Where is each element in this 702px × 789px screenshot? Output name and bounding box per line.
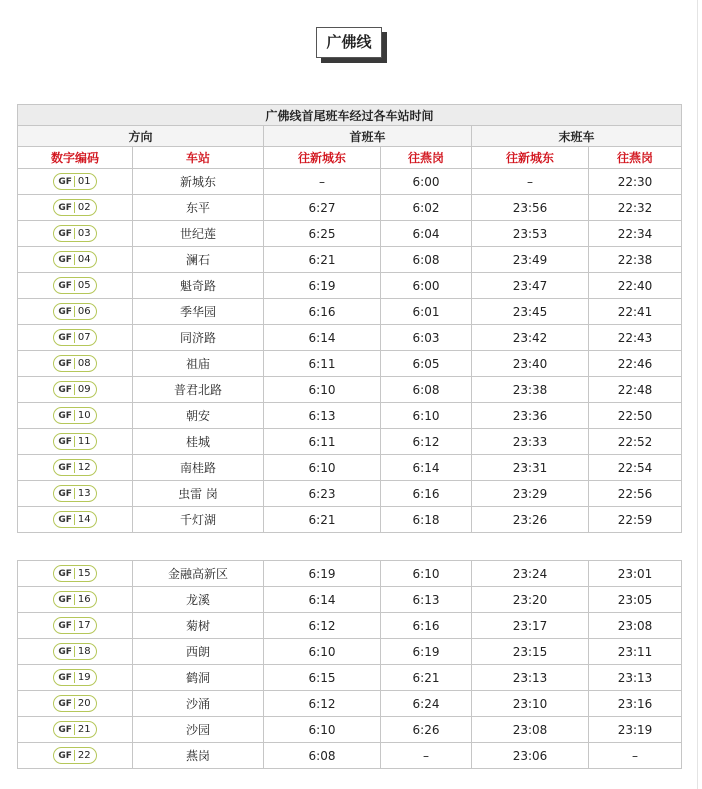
last-to-yangang-time: 22:38 xyxy=(589,247,682,273)
first-to-xinchengdong-time: 6:19 xyxy=(264,561,381,587)
line-code: GF xyxy=(58,724,72,735)
station-name: 鹤洞 xyxy=(133,665,264,691)
station-number: 13 xyxy=(74,488,93,499)
first-to-xinchengdong-time: 6:25 xyxy=(264,221,381,247)
station-number: 10 xyxy=(74,410,93,421)
station-code-badge xyxy=(53,251,96,268)
station-row xyxy=(18,717,682,743)
station-row xyxy=(18,507,682,533)
station-code-badge xyxy=(53,407,96,424)
station-row xyxy=(18,481,682,507)
last-to-xinchengdong-time: 23:45 xyxy=(472,299,589,325)
first-to-yangang-time: 6:04 xyxy=(381,221,472,247)
station-name: 菊树 xyxy=(133,613,264,639)
station-number: 05 xyxy=(74,280,93,291)
station-name: 金融高新区 xyxy=(133,561,264,587)
station-number: 16 xyxy=(74,594,93,605)
station-code-cell xyxy=(18,273,133,299)
first-to-xinchengdong-time: 6:12 xyxy=(264,691,381,717)
last-to-yangang-time: 22:30 xyxy=(589,169,682,195)
station-name: 澜石 xyxy=(133,247,264,273)
station-code-cell xyxy=(18,587,133,613)
line-code: GF xyxy=(58,228,72,239)
station-code-badge xyxy=(53,721,96,738)
first-to-yangang-time: 6:16 xyxy=(381,481,472,507)
first-to-xinchengdong-header: 往新城东 xyxy=(264,147,381,169)
first-to-xinchengdong-time: 6:14 xyxy=(264,587,381,613)
station-row xyxy=(18,351,682,377)
station-code-badge xyxy=(53,277,96,294)
first-to-xinchengdong-time: 6:14 xyxy=(264,325,381,351)
first-to-xinchengdong-time: 6:10 xyxy=(264,455,381,481)
first-to-xinchengdong-time: 6:23 xyxy=(264,481,381,507)
station-code-badge xyxy=(53,355,96,372)
station-code-cell xyxy=(18,169,133,195)
last-to-yangang-time: 23:01 xyxy=(589,561,682,587)
first-to-yangang-time: 6:14 xyxy=(381,455,472,481)
station-code-badge xyxy=(53,747,96,764)
station-code-cell xyxy=(18,665,133,691)
timetable-title: 广佛线首尾班车经过各车站时间 xyxy=(18,105,682,126)
first-to-yangang-time: 6:12 xyxy=(381,429,472,455)
page-right-border xyxy=(697,0,698,789)
last-to-xinchengdong-time: 23:13 xyxy=(472,665,589,691)
station-number: 22 xyxy=(74,750,93,761)
first-to-xinchengdong-time: 6:12 xyxy=(264,613,381,639)
station-code-cell xyxy=(18,561,133,587)
last-to-xinchengdong-time: 23:17 xyxy=(472,613,589,639)
station-name: 东平 xyxy=(133,195,264,221)
station-row xyxy=(18,743,682,769)
last-to-xinchengdong-time: 23:20 xyxy=(472,587,589,613)
last-to-xinchengdong-time: 23:38 xyxy=(472,377,589,403)
line-code: GF xyxy=(58,280,72,291)
station-row xyxy=(18,665,682,691)
station-row xyxy=(18,195,682,221)
first-to-xinchengdong-time: – xyxy=(264,169,381,195)
station-number: 18 xyxy=(74,646,93,657)
station-number: 12 xyxy=(74,462,93,473)
line-code: GF xyxy=(58,646,72,657)
last-to-yangang-time: 23:05 xyxy=(589,587,682,613)
last-to-yangang-time: 22:34 xyxy=(589,221,682,247)
station-number: 02 xyxy=(74,202,93,213)
last-to-yangang-time: 22:32 xyxy=(589,195,682,221)
station-code-badge xyxy=(53,511,96,528)
station-name: 燕岗 xyxy=(133,743,264,769)
first-to-yangang-time: 6:10 xyxy=(381,561,472,587)
first-to-xinchengdong-time: 6:19 xyxy=(264,273,381,299)
station-number: 06 xyxy=(74,306,93,317)
line-code: GF xyxy=(58,620,72,631)
last-to-xinchengdong-time: 23:47 xyxy=(472,273,589,299)
first-to-yangang-time: 6:19 xyxy=(381,639,472,665)
line-code: GF xyxy=(58,176,72,187)
station-name: 普君北路 xyxy=(133,377,264,403)
first-to-yangang-time: 6:05 xyxy=(381,351,472,377)
last-to-yangang-time: 23:11 xyxy=(589,639,682,665)
direction-header: 方向 xyxy=(18,126,264,147)
station-code-badge xyxy=(53,669,96,686)
first-to-yangang-header: 往燕岗 xyxy=(381,147,472,169)
line-code: GF xyxy=(58,594,72,605)
first-to-yangang-time: 6:03 xyxy=(381,325,472,351)
station-code-badge xyxy=(53,225,96,242)
station-name: 桂城 xyxy=(133,429,264,455)
last-to-xinchengdong-time: 23:42 xyxy=(472,325,589,351)
station-code-cell xyxy=(18,639,133,665)
line-code: GF xyxy=(58,488,72,499)
last-to-yangang-time: 22:54 xyxy=(589,455,682,481)
station-row xyxy=(18,169,682,195)
station-code-cell xyxy=(18,195,133,221)
station-number: 17 xyxy=(74,620,93,631)
station-code-badge xyxy=(53,617,96,634)
station-code-badge xyxy=(53,565,96,582)
station-name: 祖庙 xyxy=(133,351,264,377)
station-code-badge xyxy=(53,695,96,712)
station-name: 西朗 xyxy=(133,639,264,665)
station-row xyxy=(18,377,682,403)
station-code-badge xyxy=(53,643,96,660)
station-name: 沙园 xyxy=(133,717,264,743)
station-row xyxy=(18,561,682,587)
first-to-yangang-time: 6:08 xyxy=(381,247,472,273)
first-to-xinchengdong-time: 6:08 xyxy=(264,743,381,769)
last-to-xinchengdong-time: 23:24 xyxy=(472,561,589,587)
first-to-yangang-time: 6:02 xyxy=(381,195,472,221)
line-code: GF xyxy=(58,332,72,343)
first-to-yangang-time: 6:08 xyxy=(381,377,472,403)
station-code-cell xyxy=(18,507,133,533)
first-to-yangang-time: 6:01 xyxy=(381,299,472,325)
first-to-yangang-time: 6:18 xyxy=(381,507,472,533)
code-column-header: 数字编码 xyxy=(18,147,133,169)
station-code-badge xyxy=(53,173,96,190)
station-number: 01 xyxy=(74,176,93,187)
station-name: 千灯湖 xyxy=(133,507,264,533)
station-row xyxy=(18,325,682,351)
line-code: GF xyxy=(58,672,72,683)
first-to-xinchengdong-time: 6:21 xyxy=(264,247,381,273)
station-row xyxy=(18,221,682,247)
station-name: 同济路 xyxy=(133,325,264,351)
last-to-xinchengdong-time: – xyxy=(472,169,589,195)
last-to-xinchengdong-time: 23:29 xyxy=(472,481,589,507)
line-code: GF xyxy=(58,750,72,761)
timetable-part-2 xyxy=(17,560,682,769)
line-code: GF xyxy=(58,410,72,421)
station-code-cell xyxy=(18,325,133,351)
station-name: 魁奇路 xyxy=(133,273,264,299)
first-to-yangang-time: 6:10 xyxy=(381,403,472,429)
last-to-yangang-time: 22:56 xyxy=(589,481,682,507)
station-code-cell xyxy=(18,743,133,769)
last-to-yangang-time: 22:46 xyxy=(589,351,682,377)
station-name: 世纪莲 xyxy=(133,221,264,247)
station-code-cell xyxy=(18,247,133,273)
first-train-header: 首班车 xyxy=(264,126,472,147)
station-name: 虫雷 岗 xyxy=(133,481,264,507)
station-row xyxy=(18,587,682,613)
station-row xyxy=(18,613,682,639)
first-to-xinchengdong-time: 6:10 xyxy=(264,717,381,743)
station-code-cell xyxy=(18,481,133,507)
first-to-xinchengdong-time: 6:13 xyxy=(264,403,381,429)
station-number: 19 xyxy=(74,672,93,683)
last-to-xinchengdong-time: 23:08 xyxy=(472,717,589,743)
timetable-part-1 xyxy=(17,104,682,533)
station-name: 沙涌 xyxy=(133,691,264,717)
last-to-yangang-time: 22:41 xyxy=(589,299,682,325)
station-number: 11 xyxy=(74,436,93,447)
line-code: GF xyxy=(58,254,72,265)
station-code-cell xyxy=(18,691,133,717)
station-code-cell xyxy=(18,429,133,455)
first-to-xinchengdong-time: 6:10 xyxy=(264,639,381,665)
last-to-yangang-time: 23:19 xyxy=(589,717,682,743)
first-to-yangang-time: 6:21 xyxy=(381,665,472,691)
line-title: 广佛线 xyxy=(316,27,382,58)
last-to-xinchengdong-time: 23:36 xyxy=(472,403,589,429)
station-number: 07 xyxy=(74,332,93,343)
station-code-cell xyxy=(18,221,133,247)
station-code-badge xyxy=(53,485,96,502)
last-to-xinchengdong-time: 23:06 xyxy=(472,743,589,769)
station-row xyxy=(18,403,682,429)
last-to-yangang-time: 22:50 xyxy=(589,403,682,429)
last-to-xinchengdong-time: 23:53 xyxy=(472,221,589,247)
line-code: GF xyxy=(58,306,72,317)
last-to-xinchengdong-time: 23:56 xyxy=(472,195,589,221)
first-to-xinchengdong-time: 6:21 xyxy=(264,507,381,533)
station-row xyxy=(18,273,682,299)
line-code: GF xyxy=(58,202,72,213)
last-to-yangang-time: 22:43 xyxy=(589,325,682,351)
station-name: 新城东 xyxy=(133,169,264,195)
first-to-xinchengdong-time: 6:11 xyxy=(264,351,381,377)
first-to-yangang-time: 6:13 xyxy=(381,587,472,613)
station-code-badge xyxy=(53,591,96,608)
station-name: 南桂路 xyxy=(133,455,264,481)
first-to-yangang-time: – xyxy=(381,743,472,769)
first-to-xinchengdong-time: 6:16 xyxy=(264,299,381,325)
station-code-cell xyxy=(18,455,133,481)
station-row xyxy=(18,455,682,481)
first-to-yangang-time: 6:26 xyxy=(381,717,472,743)
last-to-xinchengdong-time: 23:26 xyxy=(472,507,589,533)
station-number: 21 xyxy=(74,724,93,735)
station-code-badge xyxy=(53,381,96,398)
station-number: 14 xyxy=(74,514,93,525)
last-to-yangang-time: 23:08 xyxy=(589,613,682,639)
first-to-yangang-time: 6:00 xyxy=(381,169,472,195)
station-number: 04 xyxy=(74,254,93,265)
station-code-badge xyxy=(53,329,96,346)
last-to-yangang-time: 22:59 xyxy=(589,507,682,533)
station-name: 朝安 xyxy=(133,403,264,429)
station-row xyxy=(18,247,682,273)
station-name: 季华园 xyxy=(133,299,264,325)
station-row xyxy=(18,429,682,455)
line-code: GF xyxy=(58,698,72,709)
last-to-xinchengdong-time: 23:33 xyxy=(472,429,589,455)
station-code-cell xyxy=(18,351,133,377)
station-number: 08 xyxy=(74,358,93,369)
line-code: GF xyxy=(58,436,72,447)
last-to-yangang-time: – xyxy=(589,743,682,769)
last-to-yangang-time: 23:16 xyxy=(589,691,682,717)
station-code-badge xyxy=(53,303,96,320)
first-to-xinchengdong-time: 6:10 xyxy=(264,377,381,403)
station-number: 20 xyxy=(74,698,93,709)
station-column-header: 车站 xyxy=(133,147,264,169)
last-to-xinchengdong-time: 23:15 xyxy=(472,639,589,665)
station-code-cell xyxy=(18,403,133,429)
station-name: 龙溪 xyxy=(133,587,264,613)
last-to-xinchengdong-time: 23:40 xyxy=(472,351,589,377)
station-code-cell xyxy=(18,299,133,325)
last-to-xinchengdong-time: 23:10 xyxy=(472,691,589,717)
last-to-yangang-time: 23:13 xyxy=(589,665,682,691)
first-to-yangang-time: 6:24 xyxy=(381,691,472,717)
last-to-yangang-time: 22:48 xyxy=(589,377,682,403)
station-code-badge xyxy=(53,459,96,476)
station-code-badge xyxy=(53,433,96,450)
line-code: GF xyxy=(58,514,72,525)
line-code: GF xyxy=(58,568,72,579)
first-to-xinchengdong-time: 6:27 xyxy=(264,195,381,221)
last-to-yangang-time: 22:52 xyxy=(589,429,682,455)
station-number: 09 xyxy=(74,384,93,395)
station-code-cell xyxy=(18,377,133,403)
station-row xyxy=(18,639,682,665)
station-number: 03 xyxy=(74,228,93,239)
station-code-cell xyxy=(18,613,133,639)
first-to-yangang-time: 6:16 xyxy=(381,613,472,639)
first-to-xinchengdong-time: 6:15 xyxy=(264,665,381,691)
last-train-header: 末班车 xyxy=(472,126,682,147)
last-to-yangang-header: 往燕岗 xyxy=(589,147,682,169)
station-row xyxy=(18,299,682,325)
line-code: GF xyxy=(58,462,72,473)
last-to-xinchengdong-time: 23:31 xyxy=(472,455,589,481)
line-code: GF xyxy=(58,358,72,369)
station-code-badge xyxy=(53,199,96,216)
station-row xyxy=(18,691,682,717)
station-number: 15 xyxy=(74,568,93,579)
station-code-cell xyxy=(18,717,133,743)
first-to-xinchengdong-time: 6:11 xyxy=(264,429,381,455)
line-title-box xyxy=(316,27,386,63)
first-to-yangang-time: 6:00 xyxy=(381,273,472,299)
last-to-yangang-time: 22:40 xyxy=(589,273,682,299)
last-to-xinchengdong-time: 23:49 xyxy=(472,247,589,273)
line-code: GF xyxy=(58,384,72,395)
last-to-xinchengdong-header: 往新城东 xyxy=(472,147,589,169)
